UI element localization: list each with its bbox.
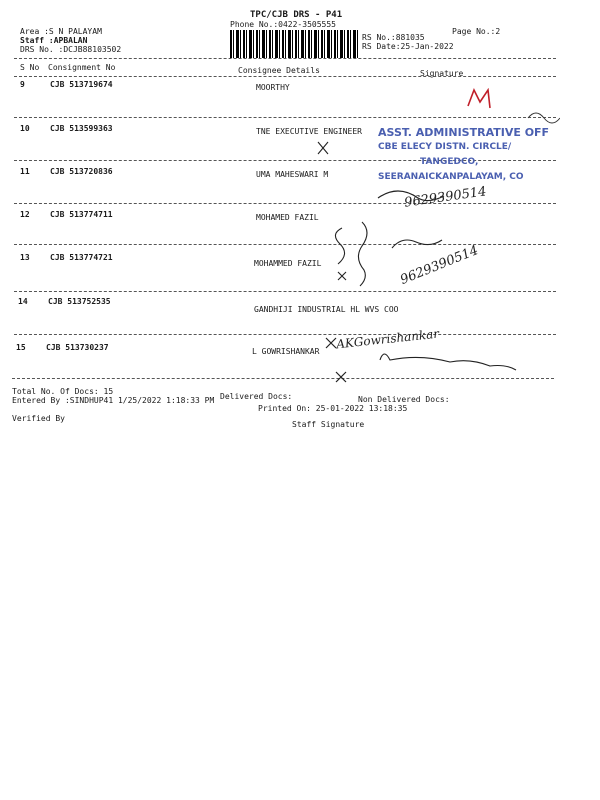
row-consignment: CJB 513719674 xyxy=(50,80,113,89)
row-consignee: GANDHIJI INDUSTRIAL HL WVS COO xyxy=(254,305,399,314)
row-consignee: UMA MAHESWARI M xyxy=(256,170,329,179)
row-consignment: CJB 513752535 xyxy=(48,297,111,306)
row-sno: 9 xyxy=(20,80,25,89)
area-label: Area :S N PALAYAM xyxy=(20,27,102,36)
row-sno: 15 xyxy=(16,343,26,352)
office-stamp-line: TANGEDCO, xyxy=(420,157,479,167)
handwritten-signature: AKGowrishankar xyxy=(335,326,440,352)
verified-by: Verified By xyxy=(12,414,65,423)
row-sno: 12 xyxy=(20,210,30,219)
phone-number: Phone No.:0422-3505555 xyxy=(230,20,336,29)
column-header-consignment: Consignment No xyxy=(48,63,116,72)
divider xyxy=(14,76,556,77)
row-consignment: CJB 513774711 xyxy=(50,210,113,219)
total-docs: Total No. Of Docs: 15 xyxy=(12,387,114,396)
row-sno: 11 xyxy=(20,167,30,176)
row-consignment: CJB 513774721 xyxy=(50,253,113,262)
handwritten-phone: 9629390514 xyxy=(403,184,488,211)
handwritten-phone: 9629390514 xyxy=(398,243,481,288)
row-consignee: L GOWRISHANKAR xyxy=(252,347,320,356)
row-sno: 10 xyxy=(20,124,30,133)
office-stamp-line: ASST. ADMINISTRATIVE OFF xyxy=(378,126,550,139)
row-sno: 13 xyxy=(20,253,30,262)
printed-on: Printed On: 25-01-2022 13:18:35 xyxy=(258,404,408,413)
barcode xyxy=(230,30,358,58)
rs-date: RS Date:25-Jan-2022 xyxy=(362,42,454,51)
rs-number: RS No.:881035 xyxy=(362,33,425,42)
row-consignee: MOORTHY xyxy=(256,83,290,92)
office-stamp-line: SEERANAICKANPALAYAM, CO xyxy=(378,172,524,182)
column-header-signature: Signature xyxy=(420,69,464,78)
row-consignment: CJB 513599363 xyxy=(50,124,113,133)
divider xyxy=(14,58,556,59)
column-header-consignee: Consignee Details xyxy=(238,66,320,75)
row-consignee: TNE EXECUTIVE ENGINEER xyxy=(256,127,362,136)
page-number: Page No.:2 xyxy=(452,27,501,36)
document-title: TPC/CJB DRS - P41 xyxy=(250,10,343,20)
delivered-docs: Delivered Docs: xyxy=(220,392,293,401)
staff-signature-label: Staff Signature xyxy=(292,420,365,429)
row-consignment: CJB 513720836 xyxy=(50,167,113,176)
column-header-sno: S No xyxy=(20,63,40,72)
drs-number: DRS No. :DCJB88103502 xyxy=(20,45,122,54)
office-stamp-line: CBE ELECY DISTN. CIRCLE/ xyxy=(378,142,512,152)
row-sno: 14 xyxy=(18,297,28,306)
staff-label: Staff :APBALAN xyxy=(20,36,88,45)
row-consignee: MOHAMMED FAZIL xyxy=(254,259,322,268)
row-consignment: CJB 513730237 xyxy=(46,343,109,352)
entered-by: Entered By :SINDHUP41 1/25/2022 1:18:33 PM xyxy=(12,396,215,405)
non-delivered-docs: Non Delivered Docs: xyxy=(358,395,450,404)
row-consignee: MOHAMED FAZIL xyxy=(256,213,319,222)
